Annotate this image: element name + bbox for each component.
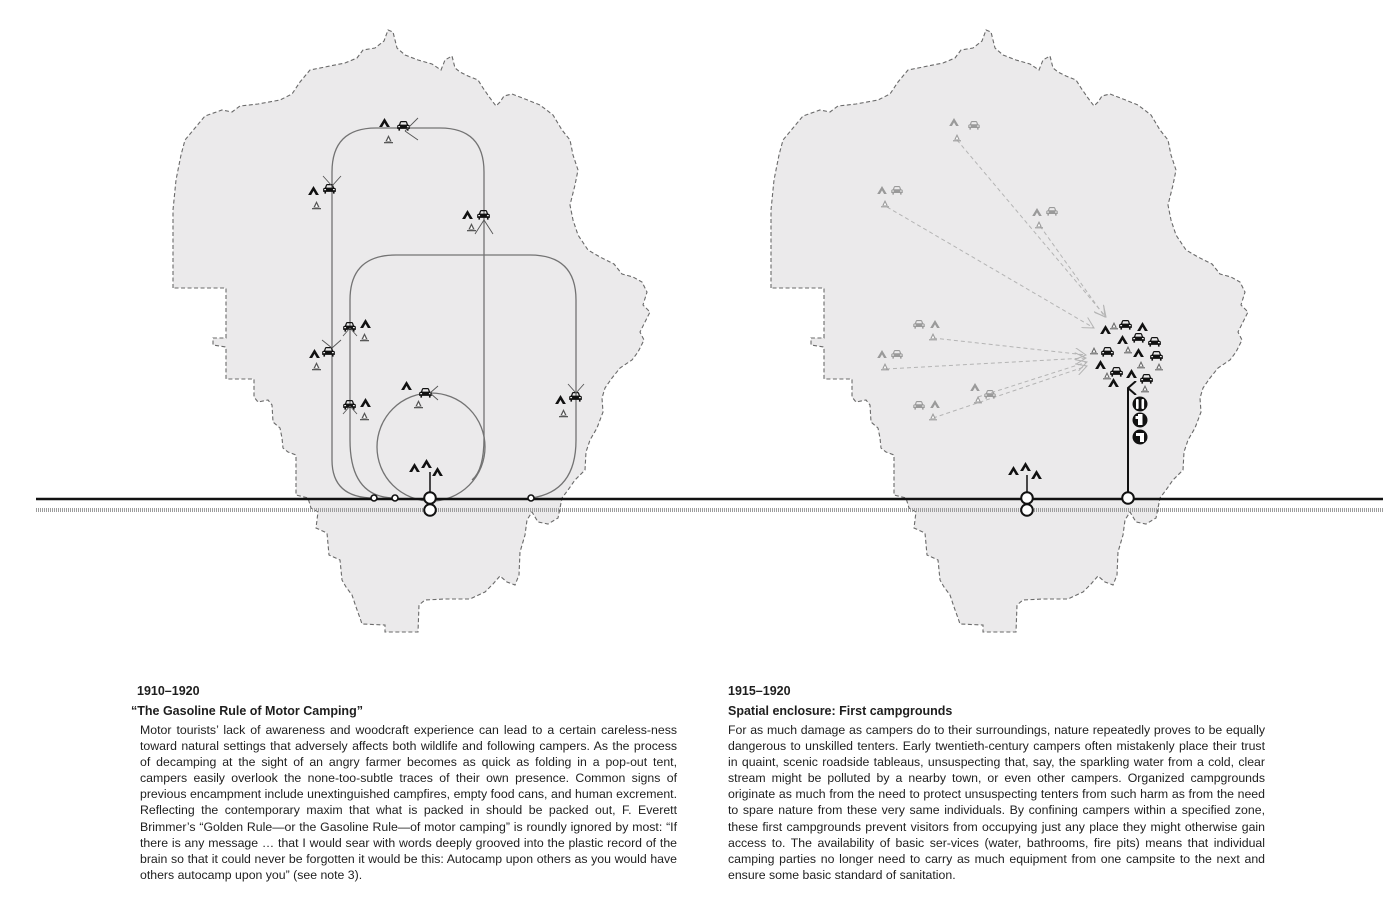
caption-right [728, 683, 1283, 883]
park-boundary-left [173, 30, 650, 632]
caption-title: “The Gasoline Rule of Motor Camping” [131, 704, 363, 718]
campground-entrance-node [1122, 492, 1134, 504]
stop-node [392, 495, 398, 501]
fire-pit-icon [1133, 430, 1148, 445]
stop-node-main-right [1021, 492, 1033, 504]
stop-node-main-left [424, 492, 436, 504]
station-node-right [1021, 504, 1033, 516]
stop-node [371, 495, 377, 501]
park-boundary-right [771, 30, 1248, 632]
right-diagram [771, 30, 1248, 632]
caption-title: Spatial enclosure: First campgrounds [728, 704, 953, 718]
period-label: 1910–1920 [137, 684, 200, 698]
caption-body: For as much damage as campers do to their surroundings, nature repeatedly proves to be equally dangerous to unskilled tenters. Early twentieth-century campers often mistakenly place their trust in quaint, scenic roadside tableaus, unsuspecting that, say, the sparkling water from a cold, clear stream might be polluted by a nearby town, or even other campers. Organized campgrounds originate as much from the need to protect unsuspecting tenters from such harm as from the need to spare nature from these very same individuals. By confining campers within a specified zone, these first campgrounds prevent visitors from occupying just any place they might otherwise gain access to. The availability of basic ser-vices (water, bathrooms, fire pits) means that individual camping parties no longer need to carry as much equipment from one campsite to the next and ensure some basic standard of sanitation. [728, 723, 1265, 882]
service-icons [1133, 397, 1148, 445]
restroom-icon [1133, 397, 1148, 412]
water-icon [1133, 413, 1148, 428]
caption-body: Motor tourists’ lack of awareness and woodcraft experience can lead to a certain careless-ness toward natural settings that adversely affects both wildlife and following campers. As the process of decamping at the sight of an angry farmer becomes as quick as folding in a pop-out tent, campers easily overlook the none-too-subtle traces of their own presence. Common signs of previous encampment include unextinguished campfires, empty food cans, and human excrement. Reflecting the contemporary maxim that what is packed in should be packed out, F. Everett Brimmer’s “Golden Rule—or the Gasoline Rule—of motor camping” is roundly ignored by most: “If there is any message … that I would sear with words deeply grooved into the plastic record of the brain so that it could never be forgotten it would be this: Autocamp upon others as you would have others autocamp upon you” (see note 3). [140, 723, 677, 882]
caption-left [131, 683, 692, 883]
station-node-left [424, 504, 436, 516]
road-and-rail [36, 499, 1383, 510]
period-label: 1915–1920 [728, 684, 791, 698]
stop-node [528, 495, 534, 501]
left-diagram [173, 30, 650, 632]
